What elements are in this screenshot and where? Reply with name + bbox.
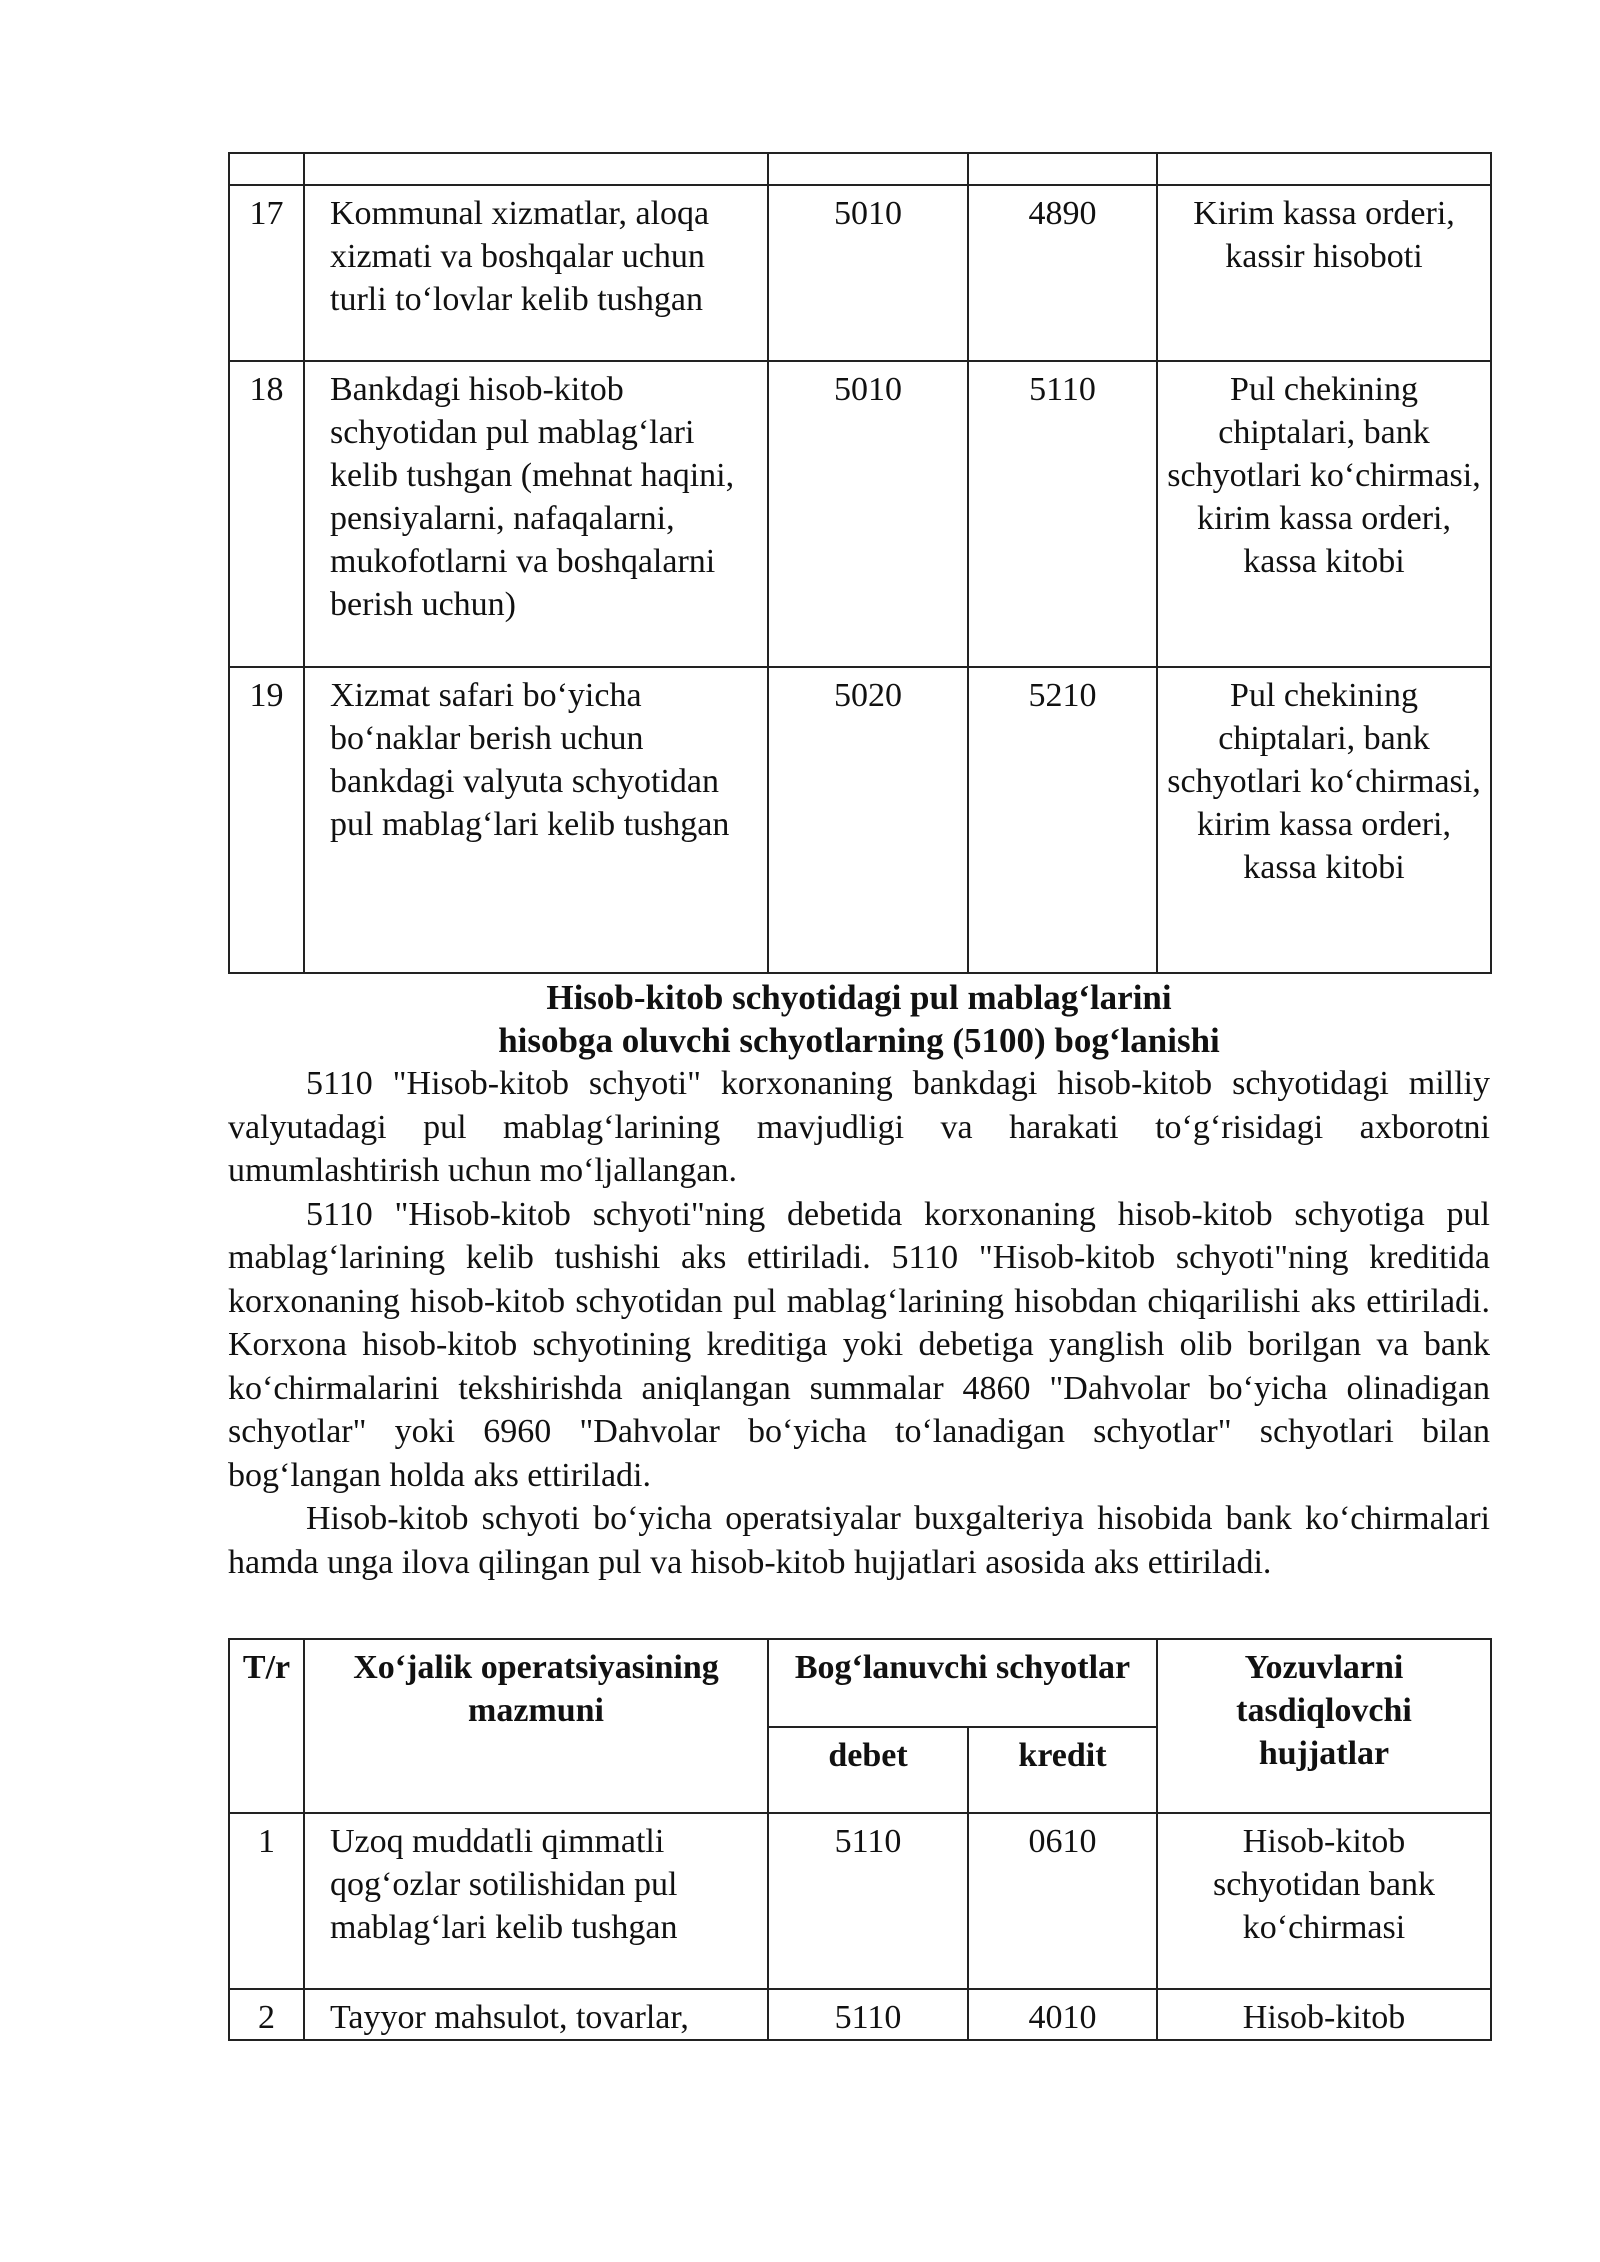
debit-account: 5110 — [768, 1989, 968, 2040]
credit-account: 5110 — [968, 361, 1157, 667]
row-number: 1 — [229, 1813, 304, 1989]
credit-account: 4890 — [968, 185, 1157, 361]
supporting-documents: Pul chekining chiptalari, bank schyotlari ko‘chirmasi, kirim kassa orderi, kassa kitobi — [1157, 667, 1491, 973]
header-operation: Xo‘jalik operatsiyasining mazmuni — [304, 1639, 768, 1813]
section-heading-line-2: hisobga oluvchi schyotlarning (5100) bog‘lanishi — [498, 1021, 1220, 1060]
section-heading-line-1: Hisob-kitob schyotidagi pul mablag‘larini — [546, 978, 1172, 1017]
debit-account: 5110 — [768, 1813, 968, 1989]
operation-description: Tayyor mahsulot, tovarlar, — [304, 1989, 768, 2040]
operation-description: Kommunal xizmatlar, aloqa xizmati va boshqalar uchun turli to‘lovlar kelib tushgan — [304, 185, 768, 361]
account-correspondence-table — [228, 1638, 1492, 2041]
document-page — [228, 152, 1490, 2041]
table-row — [229, 667, 1491, 973]
supporting-documents: Hisob-kitob schyotidan bank ko‘chirmasi — [1157, 1813, 1491, 1989]
table-header-row — [229, 1639, 1491, 1727]
supporting-documents: Hisob-kitob — [1157, 1989, 1491, 2040]
header-credit: kredit — [968, 1727, 1157, 1813]
paragraph-3: Hisob-kitob schyoti bo‘yicha operatsiyalar buxgalteriya hisobida bank ko‘chirmalari hamda unga ilova qilingan pul va hisob-kitob hujjatlari asosida aks ettiriladi. — [228, 1500, 1490, 1581]
debit-account: 5010 — [768, 185, 968, 361]
accounting-entries-table-continued — [228, 152, 1492, 974]
table-row-empty — [229, 153, 1491, 185]
credit-account: 5210 — [968, 667, 1157, 973]
section-heading — [228, 976, 1490, 1062]
credit-account: 0610 — [968, 1813, 1157, 1989]
header-linked-accounts: Bog‘lanuvchi schyotlar — [768, 1639, 1157, 1727]
row-number: 2 — [229, 1989, 304, 2040]
table-row — [229, 361, 1491, 667]
debit-account: 5010 — [768, 361, 968, 667]
header-number: T/r — [229, 1639, 304, 1813]
supporting-documents: Pul chekining chiptalari, bank schyotlari ko‘chirmasi, kirim kassa orderi, kassa kitobi — [1157, 361, 1491, 667]
credit-account: 4010 — [968, 1989, 1157, 2040]
operation-description: Bankdagi hisob-kitob schyotidan pul mablag‘lari kelib tushgan (mehnat haqini, pensiyalarni, nafaqalarni, mukofotlarni va boshqalarni berish uchun) — [304, 361, 768, 667]
operation-description: Uzoq muddatli qimmatli qog‘ozlar sotilishidan pul mablag‘lari kelib tushgan — [304, 1813, 768, 1989]
table-row — [229, 1989, 1491, 2040]
paragraph-1: 5110 "Hisob-kitob schyoti" korxonaning bankdagi hisob-kitob schyotidagi milliy valyutadagi pul mablag‘larining mavjudligi va harakati to‘g‘risidagi axborotni umumlashtirish uchun mo‘ljallangan. — [228, 1065, 1490, 1189]
paragraph-2: 5110 "Hisob-kitob schyoti"ning debetida korxonaning hisob-kitob schyotiga pul mablag‘larining kelib tushishi aks ettiriladi. 5110 "Hisob-kitob schyoti"ning kreditida korxonaning hisob-kitob schyotidan pul mablag‘larining hisobdan chiqarilishi aks ettiriladi. Korxona hisob-kitob schyotining kreditiga yoki debetiga yanglish olib borilgan va bank ko‘chirmalarini tekshirishda aniqlangan summalar 4860 "Dahvolar bo‘yicha olinadigan schyotlar" yoki 6960 "Dahvolar bo‘yicha to‘lanadigan schyotlar" schyotlari bilan bog‘langan holda aks ettiriladi. — [228, 1195, 1490, 1494]
row-number: 19 — [229, 667, 304, 973]
row-number: 18 — [229, 361, 304, 667]
supporting-documents: Kirim kassa orderi, kassir hisoboti — [1157, 185, 1491, 361]
operation-description: Xizmat safari bo‘yicha bo‘naklar berish uchun bankdagi valyuta schyotidan pul mablag‘lari kelib tushgan — [304, 667, 768, 973]
header-debit: debet — [768, 1727, 968, 1813]
table-row — [229, 185, 1491, 361]
table-row — [229, 1813, 1491, 1989]
row-number: 17 — [229, 185, 304, 361]
debit-account: 5020 — [768, 667, 968, 973]
header-documents: Yozuvlarni tasdiqlovchi hujjatlar — [1157, 1639, 1491, 1813]
